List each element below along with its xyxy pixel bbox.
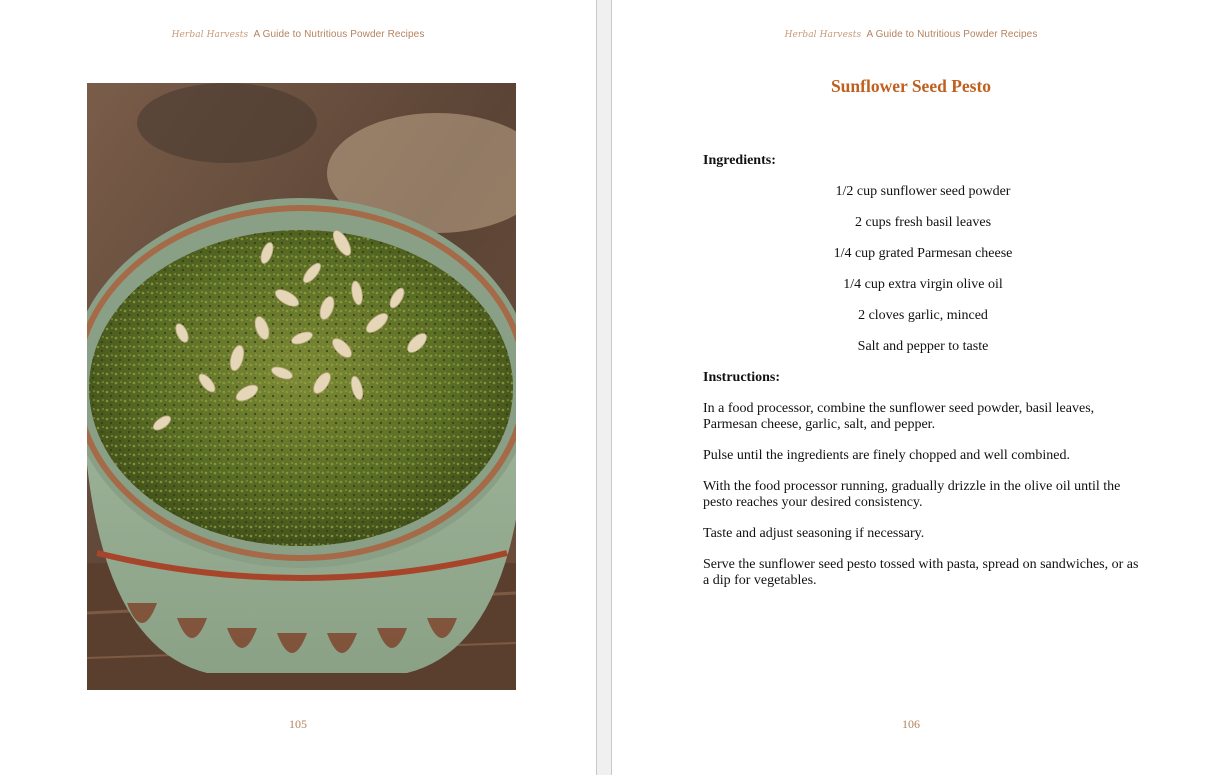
ingredient-item: 2 cups fresh basil leaves: [854, 215, 992, 230]
ingredient-item: 1/4 cup extra virgin olive oil: [843, 277, 1003, 292]
ingredient-item: 2 cloves garlic, minced: [858, 308, 988, 323]
header-logo: Herbal Harvests: [784, 30, 862, 40]
page-number: 105: [289, 717, 307, 731]
recipe-title: Sunflower Seed Pesto: [830, 76, 992, 96]
pesto-bowl-illustration: [87, 83, 516, 690]
running-header: [0, 29, 596, 40]
instructions-heading: Instructions:: [703, 370, 781, 385]
page-number: 106: [902, 717, 920, 731]
header-title: A Guide to Nutritious Powder Recipes: [253, 29, 425, 40]
instruction-step: Taste and adjust seasoning if necessary.: [703, 526, 925, 541]
pesto-bowl-photo: [87, 83, 516, 690]
page-left: [0, 0, 596, 775]
ingredient-item: 1/4 cup grated Parmesan cheese: [833, 246, 1013, 261]
instruction-step: Serve the sunflower seed pesto tossed with pasta, spread on sandwiches, or as a dip for vegetables.: [703, 557, 1139, 588]
page-divider: [596, 0, 597, 775]
instruction-step: With the food processor running, gradually drizzle in the olive oil until the pesto reaches your desired consistency.: [703, 479, 1121, 510]
running-header: [612, 29, 1210, 40]
header-logo: Herbal Harvests: [171, 30, 249, 40]
header-title: A Guide to Nutritious Powder Recipes: [866, 29, 1038, 40]
ingredient-item: 1/2 cup sunflower seed powder: [835, 184, 1011, 199]
instruction-step: In a food processor, combine the sunflower seed powder, basil leaves, Parmesan cheese, garlic, salt, and pepper.: [703, 401, 1095, 432]
ingredient-item: Salt and pepper to taste: [857, 339, 989, 354]
page-right: [612, 0, 1210, 775]
ingredients-heading: Ingredients:: [703, 153, 776, 168]
instruction-step: Pulse until the ingredients are finely chopped and well combined.: [703, 448, 1071, 463]
recipe-body: [703, 153, 1143, 604]
